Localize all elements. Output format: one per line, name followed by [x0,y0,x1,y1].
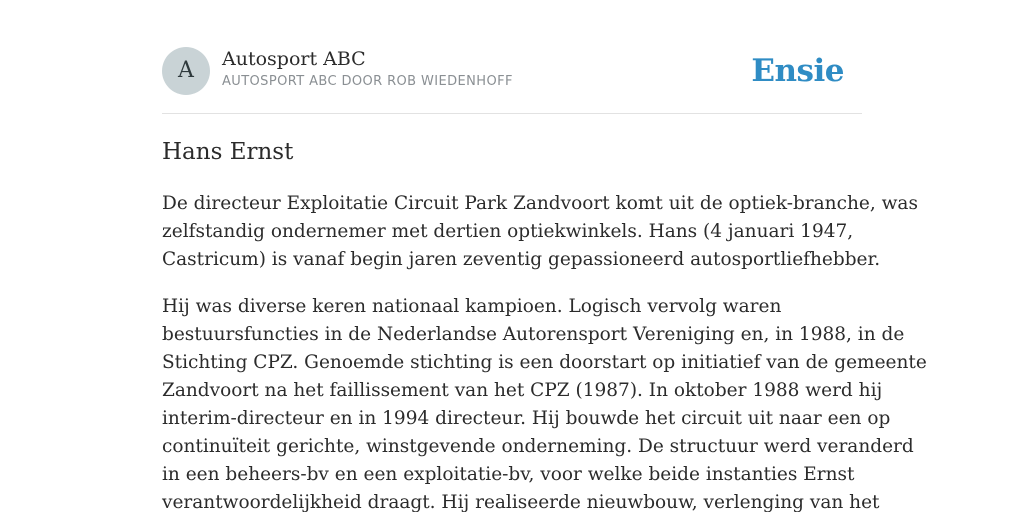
paragraph-line: bestuursfuncties in de Nederlandse Autorensport Vereniging en, in 1988, in de [162,324,905,345]
paragraph-line: continuïteit gerichte, winstgevende onderneming. De structuur werd veranderd [162,436,914,457]
source-title[interactable]: Autosport ABC [222,48,366,70]
article-body [162,190,927,512]
ensie-logo[interactable]: Ensie [751,53,844,89]
paragraph-line: Castricum) is vanaf begin jaren zeventig gepassioneerd autosportliefhebber. [162,249,881,270]
paragraph-line: zelfstandig ondernemer met dertien optiekwinkels. Hans (4 januari 1947, [162,221,854,242]
article-paragraph [162,190,918,274]
paragraph-line: Stichting CPZ. Genoemde stichting is een doorstart op initiatief van de gemeente [162,352,927,373]
paragraph-line: interim-directeur en in 1994 directeur. Hij bouwde het circuit uit naar een op [162,408,891,429]
paragraph-line: in een beheers-bv en een exploitatie-bv, voor welke beide instanties Ernst [162,464,855,485]
paragraph-line: Hij was diverse keren nationaal kampioen. Logisch vervolg waren [162,296,782,317]
article-paragraph [162,293,927,512]
header-divider [162,113,862,114]
paragraph-line: Zandvoort na het faillissement van het CPZ (1987). In oktober 1988 werd hij [162,380,883,401]
paragraph-line: verantwoordelijkheid draagt. Hij realiseerde nieuwbouw, verlenging van het [162,492,880,512]
source-subtitle: AUTOSPORT ABC DOOR ROB WIEDENHOFF [222,74,513,89]
avatar: A [162,47,210,95]
paragraph-line: De directeur Exploitatie Circuit Park Zandvoort komt uit de optiek-branche, was [162,193,918,214]
source-header [162,47,862,95]
article-title: Hans Ernst [162,139,294,165]
